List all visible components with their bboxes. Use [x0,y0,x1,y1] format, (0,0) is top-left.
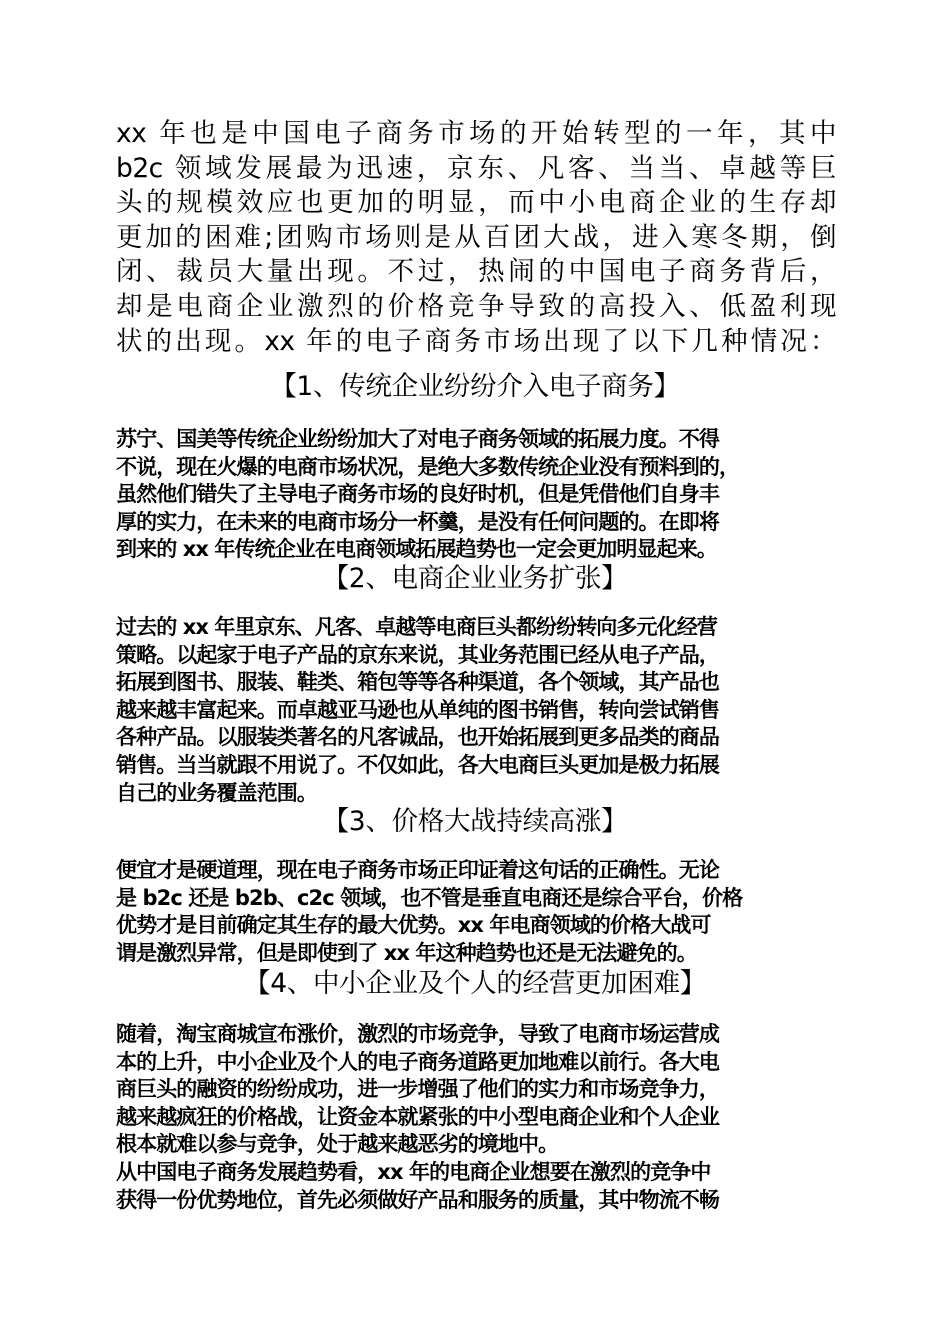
section-heading-4: 【4、中小企业及个人的经营更加困难】 [244,968,706,999]
body-line: 拓展到图书、服装、鞋类、箱包等等各种渠道，各个领域，其产品也 [116,670,719,695]
body-line: 越来越疯狂的价格战，让资金本就紧张的中小型电商企业和个人企业 [116,1104,719,1129]
intro-line: xx 年也是中国电子商务市场的开始转型的一年，其中 [116,118,836,149]
body-line: 优势才是目前确定其生存的最大优势。xx 年电商领域的价格大战可 [116,913,711,938]
body-line: 本的上升，中小企业及个人的电子商务道路更加地难以前行。各大电 [116,1049,719,1074]
body-line: 便宜才是硬道理，现在电子商务市场正印证着这句话的正确性。无论 [116,858,719,882]
body-line: 随着，淘宝商城宣布涨价，激烈的市场竞争，导致了电商市场运营成 [116,1022,719,1046]
body-line: 厚的实力，在未来的电商市场分一杯羹，是没有任何问题的。在即将 [116,509,719,534]
section-heading-2: 【2、电商企业业务扩张】 [322,563,628,594]
body-line: 苏宁、国美等传统企业纷纷加大了对电子商务领域的拓展力度。不得 [116,427,719,451]
body-line: 商巨头的融资的纷纷成功，进一步增强了他们的实力和市场竞争力， [116,1077,719,1102]
body-line: 过去的 xx 年里京东、凡客、卓越等电商巨头都纷纷转向多元化经营 [116,615,717,639]
section-body-4 [116,1021,836,1214]
intro-line: 闭、裁员大量出现。不过，热闹的中国电子商务背后， [116,256,836,288]
body-line: 销售。当当就跟不用说了。不仅如此，各大电商巨头更加是极力拓展 [116,752,719,777]
body-line: 根本就难以参与竞争，处于越来越恶劣的境地中。 [116,1132,559,1157]
section-body-1 [116,426,836,564]
intro-line: 头的规模效应也更加的明显，而中小电商企业的生存却 [116,187,836,219]
body-line: 谓是激烈异常，但是即使到了 xx 年这种趋势也还是无法避免的。 [116,940,697,965]
body-line: 从中国电子商务发展趋势看，xx 年的电商企业想要在激烈的竞争中 [116,1159,711,1184]
section-heading-1: 【1、传统企业纷纷介入电子商务】 [270,371,680,402]
body-line: 自己的业务覆盖范围。 [116,780,317,805]
section-heading-3: 【3、价格大战持续高涨】 [322,806,628,837]
body-line: 到来的 xx 年传统企业在电商领域拓展趋势也一定会更加明显起来。 [116,537,717,562]
body-line: 虽然他们错失了主导电子商务市场的良好时机，但是凭借他们自身丰 [116,482,719,507]
intro-line: 状的出现。xx 年的电子商务市场出现了以下几种情况： [116,325,836,357]
body-line: 是 b2c 还是 b2b、c2c 领域，也不管是垂直电商还是综合平台，价格 [116,885,743,910]
intro-line: b2c 领域发展最为迅速，京东、凡客、当当、卓越等巨 [116,152,836,184]
intro-line: 更加的困难;团购市场则是从百团大战，进入寒冬期，倒 [116,221,836,253]
section-body-2 [116,614,836,807]
body-line: 各种产品。以服装类著名的凡客诚品，也开始拓展到更多品类的商品 [116,725,719,750]
intro-paragraph [116,117,836,359]
body-line: 获得一份优势地位，首先必须做好产品和服务的质量，其中物流不畅 [116,1187,719,1212]
intro-line: 却是电商企业激烈的价格竞争导致的高投入、低盈利现 [116,290,836,322]
body-line: 策略。以起家于电子产品的京东来说，其业务范围已经从电子产品， [116,642,719,667]
body-line: 不说，现在火爆的电商市场状况，是绝大多数传统企业没有预料到的， [116,454,740,479]
section-body-3 [116,857,836,967]
body-line: 越来越丰富起来。而卓越亚马逊也从单纯的图书销售，转向尝试销售 [116,697,719,722]
